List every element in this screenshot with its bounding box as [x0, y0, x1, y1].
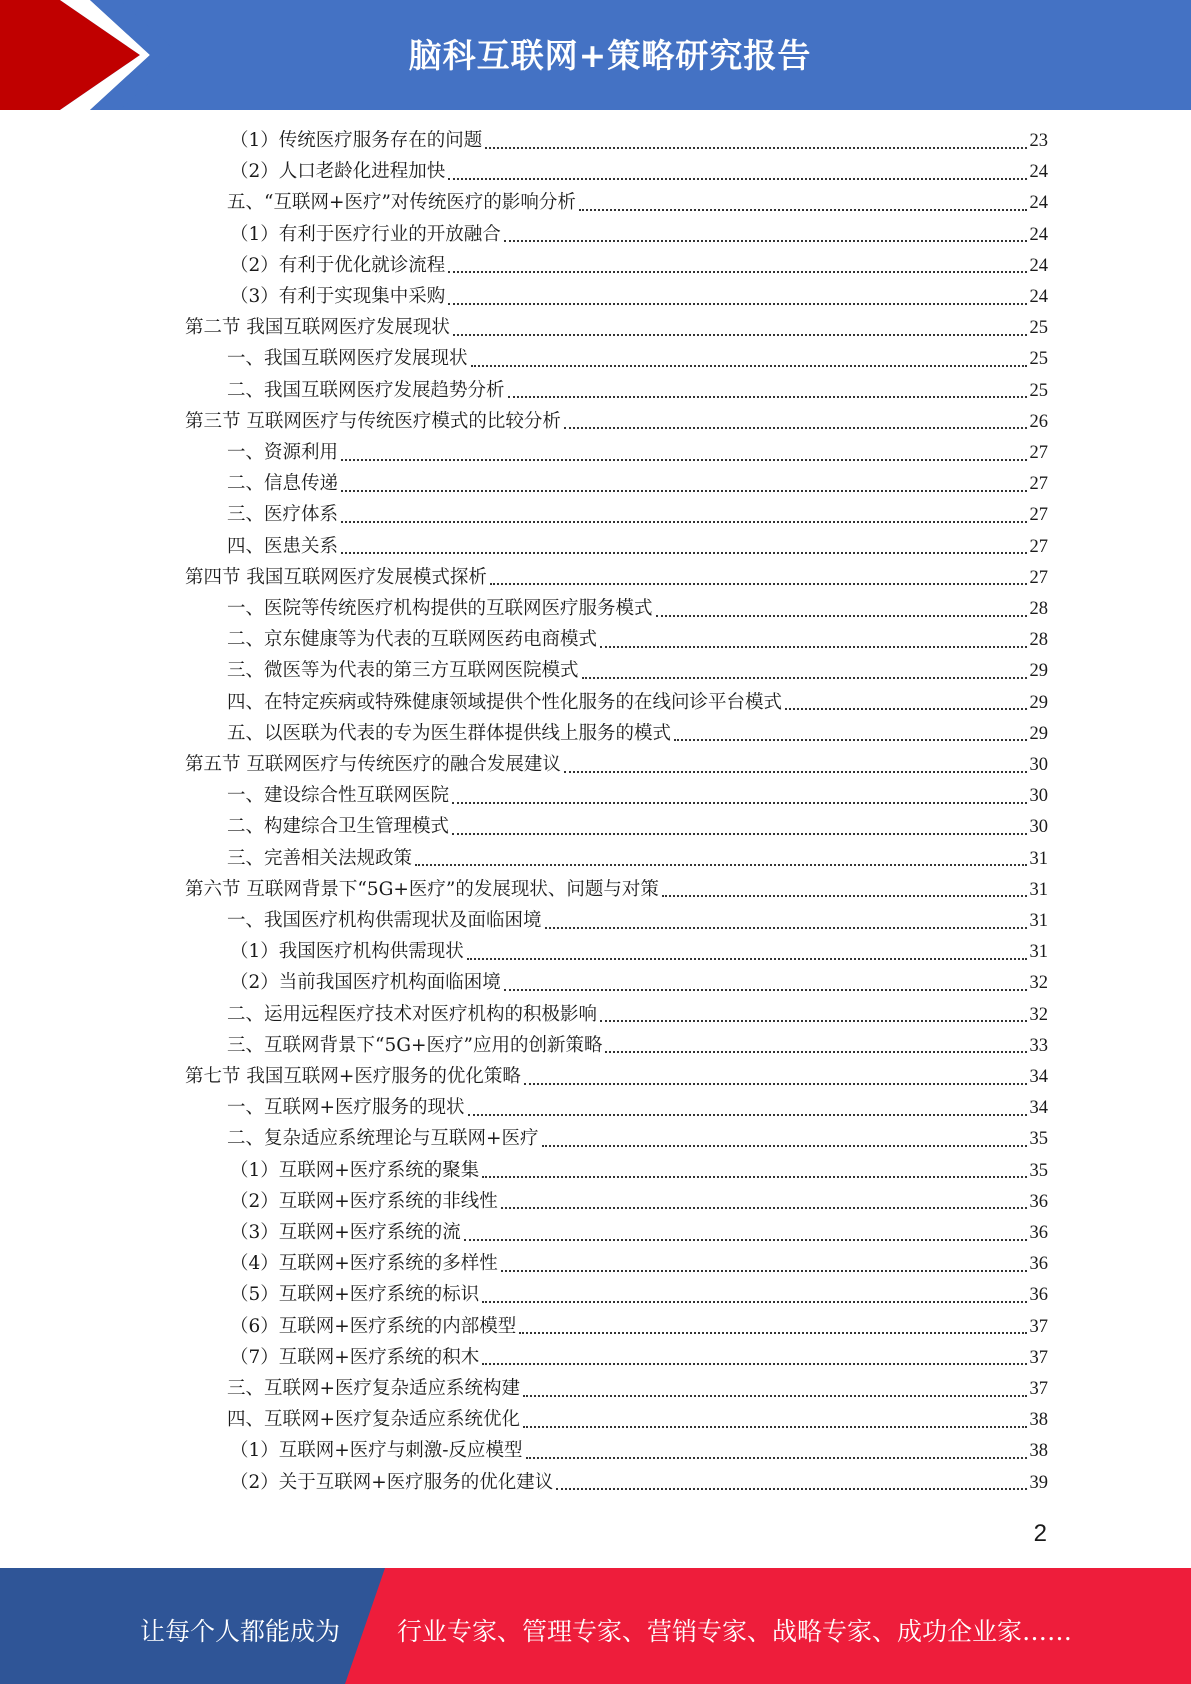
toc-entry[interactable]	[227, 1124, 1048, 1155]
toc-entry-page: 28	[1029, 630, 1048, 651]
toc-entry-title: 一、互联网+医疗服务的现状	[227, 1097, 465, 1119]
toc-entry[interactable]	[230, 1280, 1048, 1311]
toc-entry-title: 二、我国互联网医疗发展趋势分析	[227, 379, 505, 401]
toc-entry[interactable]	[227, 1093, 1048, 1124]
toc-entry-title: （2）人口老龄化进程加快	[230, 161, 446, 183]
toc-entry-title: 五、“互联网+医疗”对传统医疗的影响分析	[227, 192, 576, 214]
toc-entry[interactable]	[230, 126, 1048, 157]
toc-entry[interactable]	[230, 1249, 1048, 1280]
toc-entry-title: 二、构建综合卫生管理模式	[227, 816, 450, 838]
toc-entry-title: （2）当前我国医疗机构面临困境	[230, 972, 501, 994]
toc-entry-page: 32	[1029, 973, 1048, 994]
toc-entry[interactable]	[227, 469, 1048, 500]
toc-entry-title: （5）互联网+医疗系统的标识	[230, 1284, 480, 1306]
toc-entry-page: 25	[1029, 349, 1048, 370]
toc-entry-page: 27	[1029, 474, 1048, 495]
toc-entry[interactable]	[230, 1218, 1048, 1249]
toc-entry-title: （1）有利于医疗行业的开放融合	[230, 223, 501, 245]
toc-entry-page: 29	[1029, 692, 1048, 713]
toc-entry-page: 33	[1029, 1035, 1048, 1056]
toc-leader-dots	[523, 1426, 1026, 1428]
toc-entry-page: 27	[1029, 505, 1048, 526]
toc-entry-page: 36	[1029, 1191, 1048, 1212]
toc-leader-dots	[341, 490, 1026, 492]
toc-entry-title: 三、医疗体系	[227, 504, 339, 526]
toc-entry[interactable]	[230, 1187, 1048, 1218]
toc-entry-title: （4）互联网+医疗系统的多样性	[230, 1253, 498, 1275]
toc-leader-dots	[452, 833, 1026, 835]
toc-entry[interactable]	[230, 937, 1048, 968]
toc-entry-page: 29	[1029, 661, 1048, 682]
toc-leader-dots	[341, 521, 1026, 523]
toc-leader-dots	[662, 895, 1027, 897]
toc-leader-dots	[582, 677, 1027, 679]
toc-leader-dots	[605, 1051, 1026, 1053]
toc-leader-dots	[453, 334, 1027, 336]
toc-entry-title: 一、医院等传统医疗机构提供的互联网医疗服务模式	[227, 598, 653, 619]
page-number: 2	[1033, 1520, 1047, 1547]
toc-entry-page: 32	[1029, 1004, 1048, 1025]
toc-leader-dots	[482, 1363, 1026, 1365]
toc-leader-dots	[448, 271, 1026, 273]
toc-entry[interactable]	[230, 968, 1048, 999]
toc-leader-dots	[556, 1488, 1026, 1490]
toc-entry-title: （2）互联网+医疗系统的非线性	[230, 1190, 498, 1212]
toc-leader-dots	[564, 771, 1027, 773]
toc-entry-page: 34	[1029, 1067, 1048, 1087]
toc-leader-dots	[579, 209, 1027, 211]
toc-entry-page: 36	[1029, 1223, 1048, 1243]
toc-leader-dots	[485, 147, 1026, 149]
toc-leader-dots	[467, 958, 1027, 960]
toc-entry-page: 27	[1029, 443, 1048, 463]
toc-leader-dots	[542, 1145, 1027, 1147]
toc-entry[interactable]	[227, 812, 1048, 843]
toc-entry-title: 一、我国医疗机构供需现状及面临困境	[227, 910, 542, 931]
toc-entry-page: 23	[1029, 131, 1048, 151]
toc-entry-title: 一、我国互联网医疗发展现状	[227, 348, 468, 370]
toc-entry-title: 一、资源利用	[227, 442, 339, 463]
toc-entry-title: 第四节 我国互联网医疗发展模式探析	[185, 566, 487, 588]
toc-entry-title: 第六节 互联网背景下“5G+医疗”的发展现状、问题与对策	[185, 878, 659, 900]
toc-entry-page: 30	[1029, 786, 1048, 807]
toc-entry-page: 37	[1029, 1316, 1048, 1337]
toc-entry[interactable]	[227, 500, 1048, 531]
toc-leader-dots	[468, 1114, 1027, 1116]
toc-leader-dots	[545, 927, 1027, 929]
toc-leader-dots	[508, 396, 1027, 398]
toc-leader-dots	[501, 1270, 1027, 1272]
toc-entry-title: 三、互联网+医疗复杂适应系统构建	[227, 1378, 521, 1399]
toc-leader-dots	[452, 802, 1026, 804]
toc-entry[interactable]	[230, 1156, 1048, 1187]
toc-entry-title: （1）互联网+医疗与刺激-反应模型	[230, 1440, 523, 1462]
toc-entry-title: 四、互联网+医疗复杂适应系统优化	[227, 1409, 521, 1431]
toc-entry[interactable]	[227, 188, 1048, 219]
toc-entry-title: 第七节 我国互联网+医疗服务的优化策略	[185, 1066, 521, 1087]
toc-entry[interactable]	[227, 1405, 1048, 1436]
page-footer	[0, 1568, 1191, 1684]
toc-entry[interactable]	[185, 407, 1048, 438]
toc-entry-page: 37	[1029, 1379, 1048, 1399]
toc-entry-title: （1）传统医疗服务存在的问题	[230, 130, 483, 151]
toc-entry[interactable]	[227, 1031, 1048, 1062]
toc-entry-page: 31	[1029, 848, 1048, 869]
toc-entry[interactable]	[185, 1062, 1048, 1093]
toc-entry-title: 第二节 我国互联网医疗发展现状	[185, 317, 450, 339]
toc-entry-page: 34	[1029, 1098, 1048, 1119]
toc-entry-title: 第五节 互联网医疗与传统医疗的融合发展建议	[185, 754, 561, 775]
toc-entry-page: 24	[1029, 224, 1048, 245]
toc-entry[interactable]	[230, 1468, 1048, 1499]
toc-leader-dots	[482, 1176, 1026, 1178]
toc-entry-page: 38	[1029, 1441, 1048, 1462]
toc-entry[interactable]	[227, 376, 1048, 407]
toc-leader-dots	[501, 1207, 1027, 1209]
toc-entry[interactable]	[230, 251, 1048, 282]
toc-leader-dots	[564, 427, 1027, 429]
toc-leader-dots	[523, 1395, 1026, 1397]
toc-leader-dots	[524, 1083, 1027, 1085]
toc-entry-page: 25	[1029, 318, 1048, 339]
toc-entry[interactable]	[227, 625, 1048, 656]
toc-leader-dots	[341, 552, 1026, 554]
footer-slogan-right: 行业专家、管理专家、营销专家、战略专家、成功企业家……	[397, 1617, 1073, 1646]
header-title: 脑科互联网+策略研究报告	[408, 36, 812, 75]
toc-leader-dots	[415, 864, 1026, 866]
toc-entry-page: 27	[1029, 567, 1048, 588]
toc-entry-title: （7）互联网+医疗系统的积木	[230, 1346, 480, 1368]
toc-leader-dots	[600, 1020, 1026, 1022]
toc-entry[interactable]	[227, 688, 1048, 719]
toc-entry-page: 30	[1029, 755, 1048, 775]
toc-entry-title: 二、复杂适应系统理论与互联网+医疗	[227, 1128, 539, 1150]
toc-leader-dots	[656, 615, 1027, 617]
toc-leader-dots	[785, 708, 1026, 710]
toc-entry-title: （3）有利于实现集中采购	[230, 286, 446, 307]
toc-leader-dots	[448, 178, 1026, 180]
toc-entry-title: （1）我国医疗机构供需现状	[230, 941, 464, 963]
toc-entry-title: 二、京东健康等为代表的互联网医药电商模式	[227, 629, 598, 651]
toc-entry-page: 36	[1029, 1254, 1048, 1275]
toc-entry[interactable]	[227, 532, 1048, 563]
toc-leader-dots	[471, 365, 1027, 367]
toc-entry-title: 四、在特定疾病或特殊健康领域提供个性化服务的在线问诊平台模式	[227, 691, 783, 713]
toc-entry[interactable]	[230, 1312, 1048, 1343]
toc-entry-title: 四、医患关系	[227, 535, 339, 557]
toc-leader-dots	[526, 1457, 1027, 1459]
toc-leader-dots	[490, 583, 1027, 585]
toc-entry-page: 24	[1029, 255, 1048, 276]
toc-entry[interactable]	[227, 344, 1048, 375]
toc-entry[interactable]	[227, 1374, 1048, 1405]
toc-entry-title: 二、运用远程医疗技术对医疗机构的积极影响	[227, 1003, 598, 1025]
toc-leader-dots	[600, 646, 1026, 648]
toc-entry-page: 29	[1029, 723, 1048, 744]
toc-entry-page: 31	[1029, 942, 1048, 963]
toc-entry-page: 30	[1029, 817, 1048, 838]
toc-entry-title: 五、以医联为代表的专为医生群体提供线上服务的模式	[227, 722, 672, 744]
toc-entry-title: （6）互联网+医疗系统的内部模型	[230, 1315, 517, 1337]
toc-entry[interactable]	[185, 875, 1048, 906]
toc-entry-title: 三、完善相关法规政策	[227, 847, 413, 869]
toc-entry-page: 24	[1029, 287, 1048, 307]
toc-entry-title: （2）关于互联网+医疗服务的优化建议	[230, 1471, 554, 1493]
toc-entry[interactable]	[185, 750, 1048, 781]
toc-entry-title: （3）互联网+医疗系统的流	[230, 1222, 461, 1243]
toc-entry-page: 31	[1029, 879, 1048, 900]
toc-leader-dots	[464, 1239, 1027, 1241]
toc-leader-dots	[504, 989, 1027, 991]
toc-entry-title: 第三节 互联网医疗与传统医疗模式的比较分析	[185, 410, 561, 432]
toc-entry-page: 35	[1029, 1160, 1048, 1181]
toc-leader-dots	[504, 240, 1027, 242]
toc-entry-page: 37	[1029, 1347, 1048, 1368]
toc-entry-title: 一、建设综合性互联网医院	[227, 785, 450, 807]
toc-entry[interactable]	[227, 781, 1048, 812]
toc-entry-page: 36	[1029, 1285, 1048, 1306]
toc-entry[interactable]	[185, 313, 1048, 344]
toc-entry[interactable]	[227, 594, 1048, 625]
toc-entry-page: 31	[1029, 911, 1048, 931]
toc-entry[interactable]	[227, 844, 1048, 875]
toc-entry-title: 二、信息传递	[227, 473, 339, 495]
toc-leader-dots	[448, 303, 1026, 305]
toc-entry[interactable]	[227, 656, 1048, 687]
toc-entry[interactable]	[230, 1343, 1048, 1374]
toc-entry-page: 24	[1029, 162, 1048, 183]
toc-entry-page: 28	[1029, 599, 1048, 619]
page-header	[0, 0, 1191, 110]
toc-entry[interactable]	[230, 282, 1048, 313]
toc-entry[interactable]	[185, 563, 1048, 594]
toc-entry-page: 38	[1029, 1410, 1048, 1431]
toc-entry-title: （1）互联网+医疗系统的聚集	[230, 1159, 480, 1181]
toc-leader-dots	[674, 739, 1026, 741]
toc-leader-dots	[341, 459, 1026, 461]
toc-entry-title: 三、微医等为代表的第三方互联网医院模式	[227, 660, 579, 682]
toc-entry[interactable]	[227, 1000, 1048, 1031]
toc-entry-page: 26	[1029, 411, 1048, 432]
toc-entry-title: （2）有利于优化就诊流程	[230, 254, 446, 276]
toc-entry[interactable]	[227, 719, 1048, 750]
toc-entry[interactable]	[230, 1436, 1048, 1467]
footer-slogan-left: 让每个人都能成为	[140, 1617, 341, 1646]
toc-entry-page: 35	[1029, 1129, 1048, 1150]
toc-entry-page: 27	[1029, 536, 1048, 557]
toc-entry[interactable]	[227, 438, 1048, 469]
toc-entry-page: 25	[1029, 380, 1048, 401]
toc-entry[interactable]	[227, 906, 1048, 937]
toc-leader-dots	[519, 1332, 1026, 1334]
toc-entry-page: 24	[1029, 193, 1048, 214]
toc-entry[interactable]	[230, 157, 1048, 188]
toc-entry[interactable]	[230, 220, 1048, 251]
toc-entry-page: 39	[1029, 1472, 1048, 1493]
toc-leader-dots	[482, 1301, 1026, 1303]
toc-entry-title: 三、互联网背景下“5G+医疗”应用的创新策略	[227, 1034, 603, 1056]
